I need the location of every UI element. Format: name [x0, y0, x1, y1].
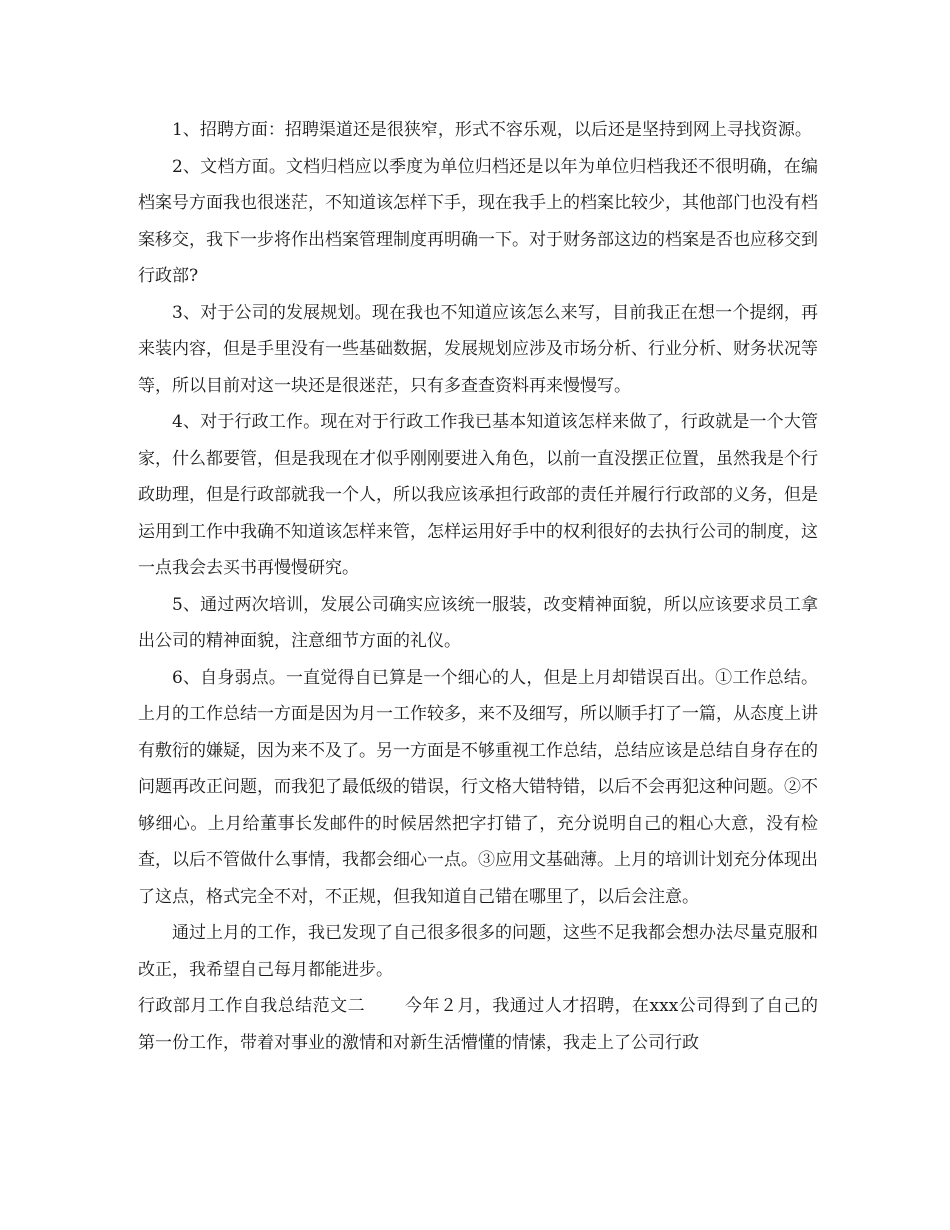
section-body: 今年２月，我通过人才招聘，在xxx公司得到了自己的第一份工作，带着对事业的激情和对新生活懵懂的情愫，我走上了公司行政: [138, 996, 818, 1053]
section-title: 行政部月工作自我总结范文二: [138, 996, 366, 1016]
paragraph-documents: 2、文档方面。文档归档应以季度为单位归档还是以年为单位归档我还不很明确，在编档案号方面我也很迷茫，不知道该怎样下手，现在我手上的档案比较少，其他部门也没有档案移交，我下一步将作出档案管理制度再明确一下。对于财务部这边的档案是否也应移交到行政部?: [138, 156, 818, 286]
paragraph-development-plan: 3、对于公司的发展规划。现在我也不知道应该怎么来写，目前我正在想一个提纲，再来装内容，但是手里没有一些基础数据，发展规划应涉及市场分析、行业分析、财务状况等等，所以目前对这一块还是很迷茫，只有多查查资料再来慢慢写。: [138, 302, 818, 396]
document-page: [138, 112, 818, 1061]
paragraph-training: 5、通过两次培训，发展公司确实应该统一服装，改变精神面貌，所以应该要求员工拿出公司的精神面貌，注意细节方面的礼仪。: [138, 594, 818, 651]
paragraph-conclusion: 通过上月的工作，我已发现了自己很多很多的问题，这些不足我都会想办法尽量克服和改正，我希望自己每月都能进步。: [138, 923, 818, 980]
paragraph-recruitment: 1、招聘方面：招聘渠道还是很狭窄，形式不容乐观，以后还是坚持到网上寻找资源。: [172, 120, 812, 140]
section-two: [138, 988, 818, 1061]
paragraph-weaknesses: 6、自身弱点。一直觉得自已算是一个细心的人，但是上月却错误百出。①工作总结。上月的工作总结一方面是因为月一工作较多，来不及细写，所以顺手打了一篇，从态度上讲有敷衍的嫌疑，因为来不及了。另一方面是不够重视工作总结，总结应该是总结自身存在的问题再改正问题，而我犯了最低级的错误，行文格大错特错，以后不会再犯这种问题。②不够细心。上月给董事长发邮件的时候居然把字打错了，充分说明自己的粗心大意，没有检查，以后不管做什么事情，我都会细心一点。③应用文基础薄。上月的培训计划充分体现出了这点，格式完全不对，不正规，但我知道自己错在哪里了，以后会注意。: [138, 667, 818, 907]
paragraph-admin-work: 4、对于行政工作。现在对于行政工作我已基本知道该怎样来做了，行政就是一个大管家，什么都要管，但是我现在才似乎刚刚要进入角色，以前一直没摆正位置，虽然我是个行政助理，但是行政部就我一个人，所以我应该承担行政部的责任并履行行政部的义务，但是运用到工作中我确不知道该怎样来管，怎样运用好手中的权利很好的去执行公司的制度，这一点我会去买书再慢慢研究。: [138, 412, 818, 578]
